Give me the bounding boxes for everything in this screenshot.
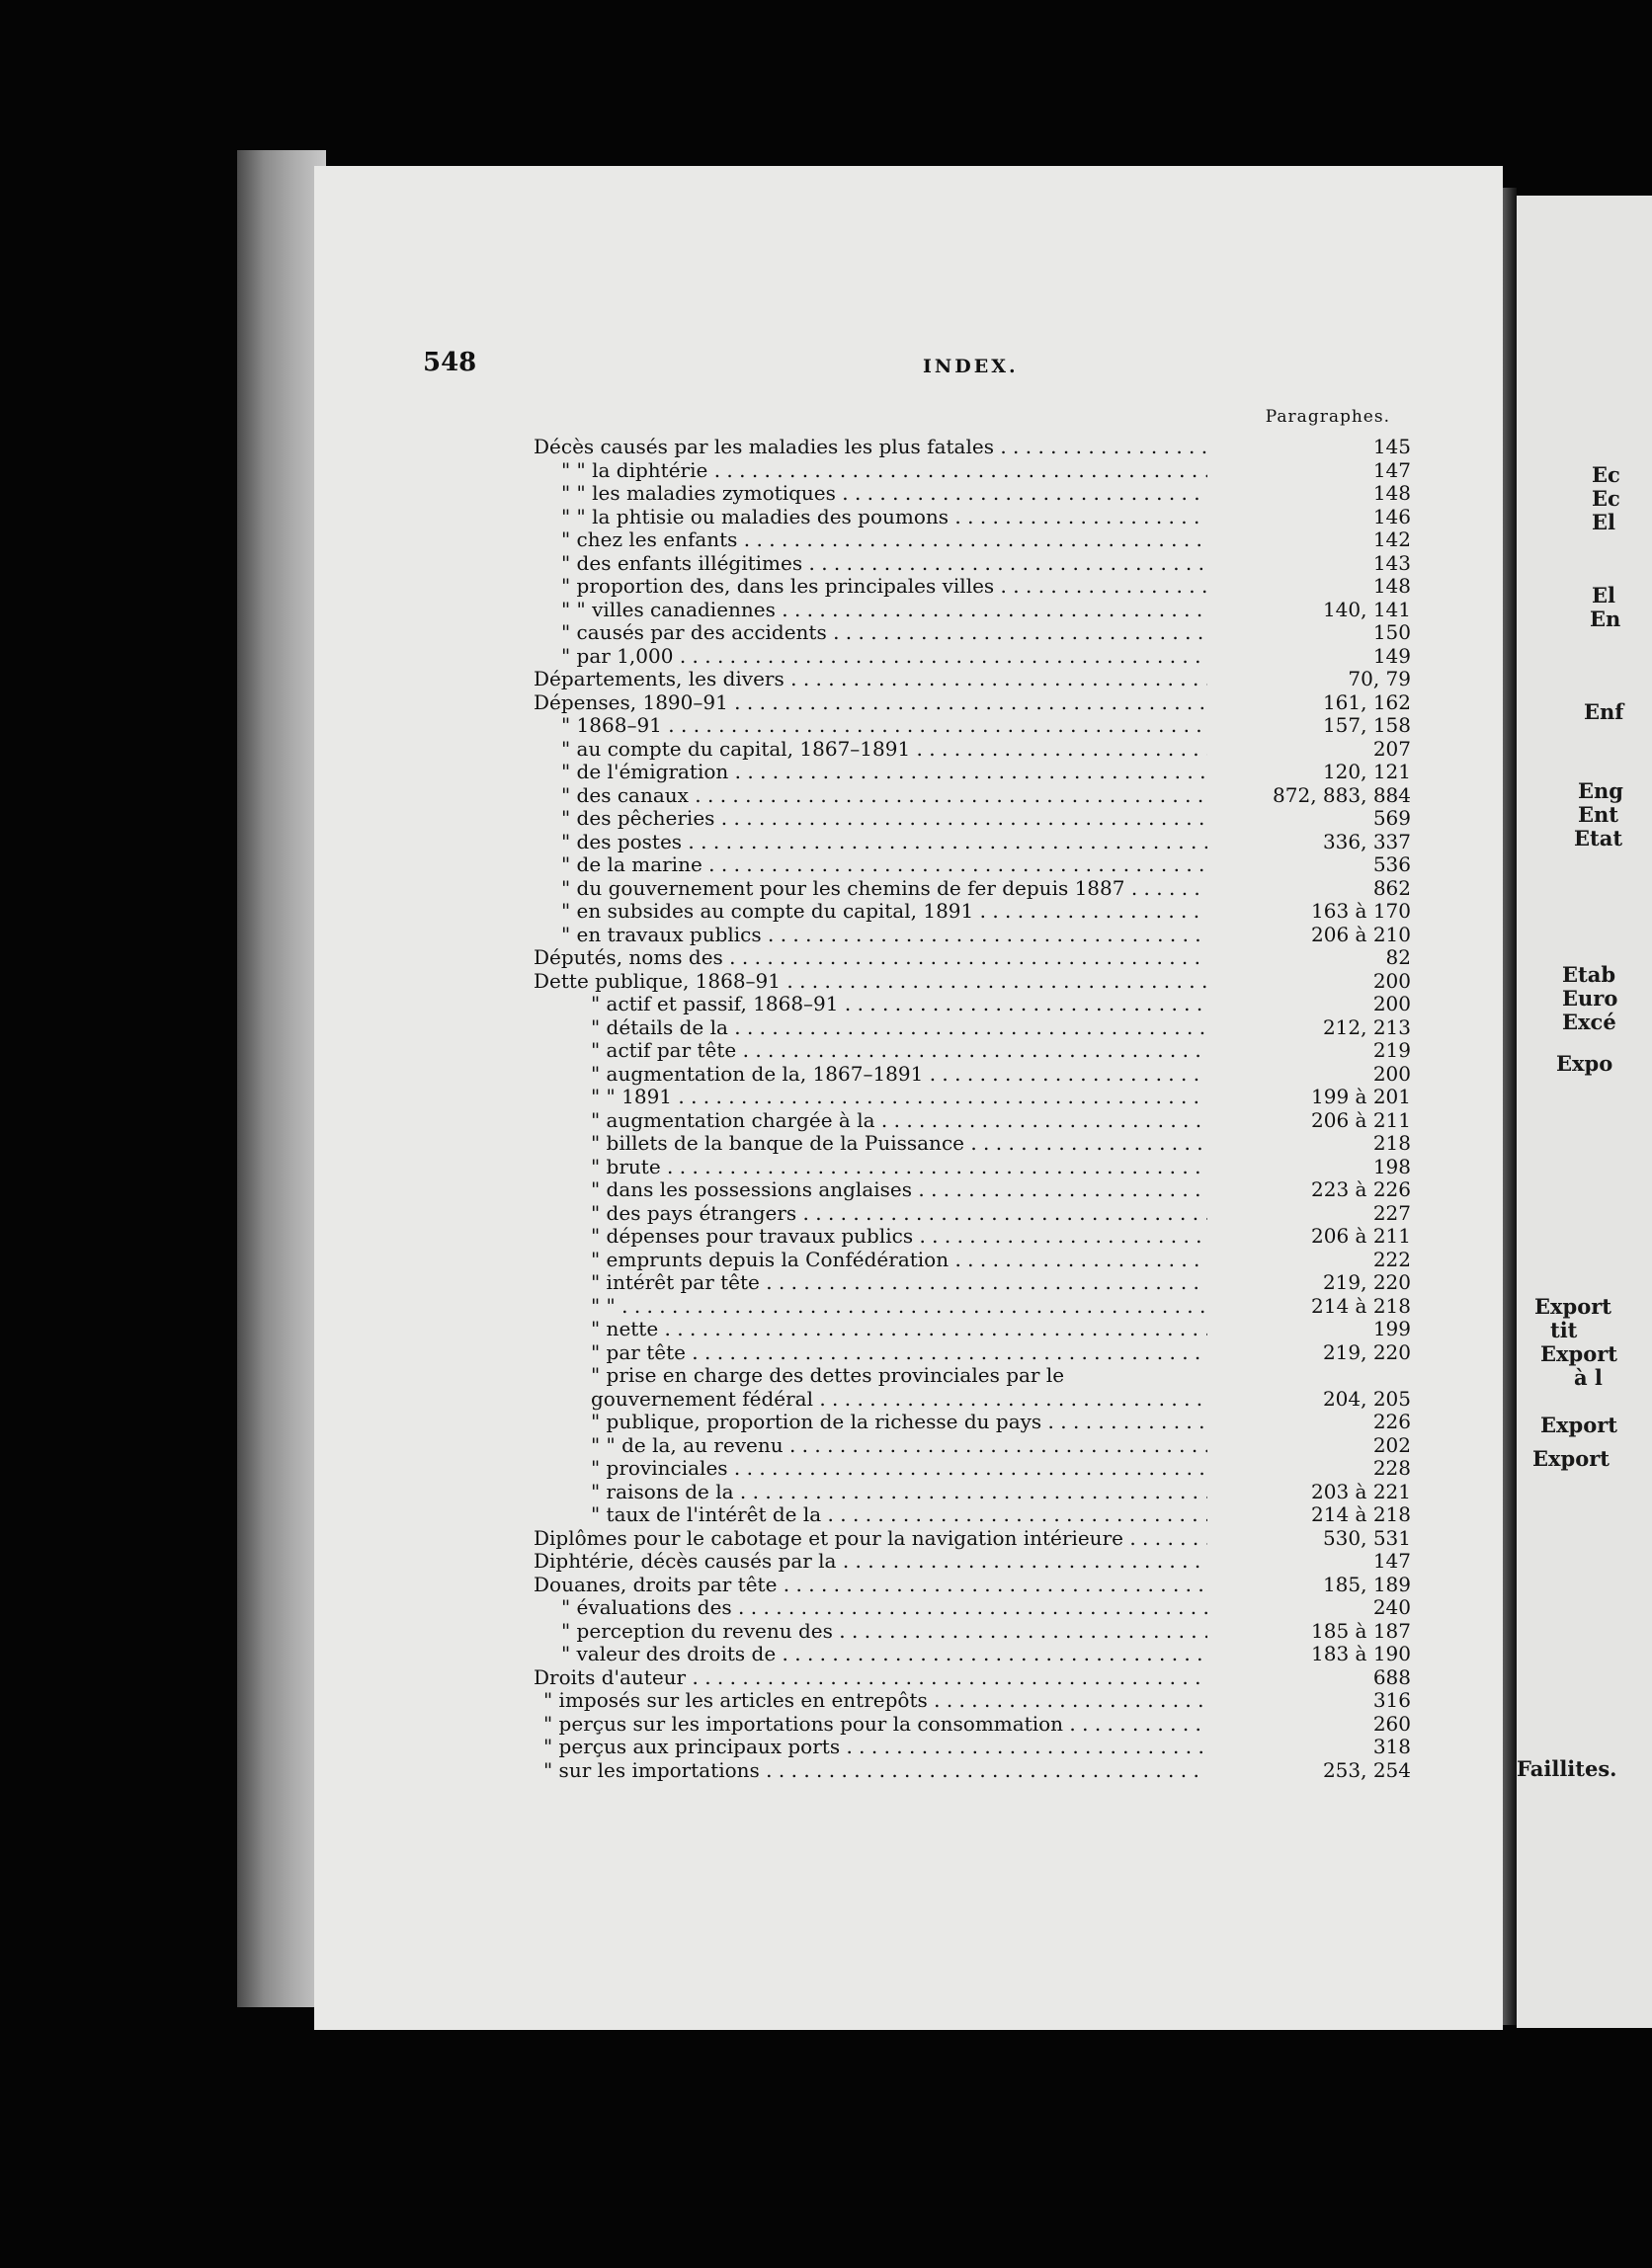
entry-label-clip [314, 1201, 1207, 1225]
book-gutter [1503, 188, 1517, 2025]
entry-label: Douanes, droits par tête . . . [534, 1573, 1207, 1596]
facing-page-fragment: Ent [1578, 802, 1618, 827]
entry-paragraph-ref: 207 [1372, 736, 1411, 761]
entry-label-clip [314, 1573, 1207, 1596]
index-entry [314, 1248, 1411, 1271]
entry-label: " actif et passif, 1868–91 . . . [591, 992, 1207, 1015]
entry-label: gouvernement fédéral . . . [591, 1387, 1207, 1411]
entry-paragraph-ref: 161, 162 [1322, 689, 1411, 714]
entry-paragraph-ref: 148 [1372, 481, 1411, 505]
entry-label-clip [314, 876, 1207, 900]
entry-label: " par tête . . . [591, 1340, 1207, 1364]
entry-paragraph-ref: 143 [1372, 550, 1411, 575]
entry-label-clip [314, 899, 1207, 923]
column-header: Paragraphes. [1265, 407, 1390, 427]
entry-paragraph-ref: 157, 158 [1322, 713, 1411, 737]
entry-paragraph-ref: 206 à 211 [1311, 1224, 1411, 1248]
entry-label-clip [314, 1155, 1207, 1178]
facing-page-fragment: Eng [1578, 778, 1623, 803]
entry-paragraph-ref: 82 [1385, 945, 1411, 969]
entry-label-clip [314, 435, 1207, 458]
index-entry [314, 1665, 1411, 1689]
index-entry [314, 923, 1411, 946]
index-entry [314, 644, 1411, 668]
index-entry [314, 1062, 1411, 1086]
entry-label: Droits d'auteur . . . [534, 1665, 1207, 1689]
index-entry [314, 1595, 1411, 1619]
index-entry [314, 1410, 1411, 1433]
entry-paragraph-ref: 200 [1372, 968, 1411, 993]
entry-paragraph-ref: 569 [1372, 806, 1411, 830]
index-entry [314, 1502, 1411, 1526]
entry-paragraph-ref: 206 à 210 [1311, 922, 1411, 946]
entry-paragraph-ref: 147 [1372, 457, 1411, 482]
entry-label: " par 1,000 . . . [561, 644, 1207, 668]
facing-page-fragment: Expo [1556, 1051, 1613, 1076]
index-entry [314, 527, 1411, 551]
index-entry [314, 1712, 1411, 1736]
index-entry [314, 1085, 1411, 1108]
index-entry [314, 1758, 1411, 1782]
index-entry [314, 1201, 1411, 1225]
index-entry [314, 806, 1411, 830]
entry-label: " sur les importations . . . [543, 1758, 1207, 1782]
page-title: INDEX. [923, 356, 1019, 377]
entry-label: " perçus aux principaux ports . . . [543, 1735, 1207, 1758]
entry-label-clip [314, 1085, 1207, 1108]
entry-label-clip [314, 1526, 1207, 1550]
entry-label-clip [314, 690, 1207, 714]
entry-label-clip [314, 1317, 1207, 1340]
entry-paragraph-ref: 200 [1372, 992, 1411, 1015]
entry-paragraph-ref: 149 [1372, 643, 1411, 668]
index-entry [314, 992, 1411, 1015]
entry-label-clip [314, 1456, 1207, 1480]
index-entry [314, 969, 1411, 993]
entry-label: " en travaux publics . . . [561, 923, 1207, 946]
entry-label: " évaluations des . . . [561, 1595, 1207, 1619]
entry-label: " des postes . . . [561, 830, 1207, 853]
entry-label: " des pêcheries . . . [561, 806, 1207, 830]
entry-label: Dette publique, 1868–91 . . . [534, 969, 1207, 993]
entry-paragraph-ref: 536 [1372, 852, 1411, 876]
entry-label: " " . . . [591, 1294, 1207, 1318]
entry-label: " valeur des droits de . . . [561, 1642, 1207, 1665]
entry-paragraph-ref: 260 [1372, 1711, 1411, 1736]
entry-paragraph-ref: 530, 531 [1322, 1525, 1411, 1550]
entry-paragraph-ref: 183 à 190 [1311, 1642, 1411, 1665]
entry-label: " brute . . . [591, 1155, 1207, 1178]
entry-label: " 1868–91 . . . [561, 713, 1207, 737]
entry-paragraph-ref: 150 [1372, 620, 1411, 644]
facing-page-fragment: Excé [1562, 1010, 1616, 1034]
entry-paragraph-ref: 120, 121 [1322, 760, 1411, 783]
entry-label-clip [314, 1549, 1207, 1573]
entry-paragraph-ref: 240 [1372, 1595, 1411, 1619]
entry-label-clip [314, 1177, 1207, 1201]
index-entry [314, 435, 1411, 458]
entry-paragraph-ref: 214 à 218 [1311, 1293, 1411, 1318]
index-entry [314, 1480, 1411, 1503]
entry-label: " chez les enfants . . . [561, 527, 1207, 551]
facing-page-fragment: à l [1574, 1365, 1603, 1390]
entry-label-clip [314, 1038, 1207, 1062]
index-entry [314, 551, 1411, 575]
entry-label: " actif par tête . . . [591, 1038, 1207, 1062]
entry-label-clip [314, 760, 1207, 783]
index-entry [314, 1015, 1411, 1039]
entry-paragraph-ref: 212, 213 [1322, 1014, 1411, 1039]
entry-paragraph-ref: 862 [1372, 875, 1411, 900]
entry-paragraph-ref: 185, 189 [1322, 1572, 1411, 1596]
entry-paragraph-ref: 145 [1372, 435, 1411, 458]
entry-label-clip [314, 1248, 1207, 1271]
index-entry [314, 1688, 1411, 1712]
entry-paragraph-ref: 227 [1372, 1200, 1411, 1225]
facing-page-fragment: Export [1534, 1294, 1611, 1319]
entry-paragraph-ref: 198 [1372, 1154, 1411, 1178]
entry-label-clip [314, 852, 1207, 876]
index-entry [314, 1456, 1411, 1480]
entry-label-clip [314, 783, 1207, 807]
entry-label: Dépenses, 1890–91 . . . [534, 690, 1207, 714]
index-entry [314, 783, 1411, 807]
index-entry [314, 505, 1411, 528]
index-entry [314, 458, 1411, 482]
entry-label-clip [314, 1502, 1207, 1526]
entry-label-clip [314, 551, 1207, 575]
entry-paragraph-ref: 226 [1372, 1410, 1411, 1433]
entry-label-clip [314, 1735, 1207, 1758]
entry-label-clip [314, 1410, 1207, 1433]
entry-paragraph-ref: 204, 205 [1322, 1386, 1411, 1411]
index-entry [314, 760, 1411, 783]
entry-label-clip [314, 1387, 1207, 1411]
entry-paragraph-ref: 219 [1372, 1038, 1411, 1062]
entry-paragraph-ref: 147 [1372, 1549, 1411, 1573]
index-entry [314, 667, 1411, 690]
entry-label-clip [314, 1363, 1207, 1387]
entry-label: " de la marine . . . [561, 852, 1207, 876]
entry-paragraph-ref: 199 [1372, 1317, 1411, 1340]
entry-label-clip [314, 969, 1207, 993]
entry-label: " augmentation de la, 1867–1891 . . . [591, 1062, 1207, 1086]
index-entry [314, 1642, 1411, 1665]
index-entry [314, 830, 1411, 853]
entry-label-clip [314, 1688, 1207, 1712]
facing-page-fragment: Export [1532, 1446, 1610, 1471]
facing-page-fragment: Export [1540, 1341, 1617, 1366]
entry-label-clip [314, 713, 1207, 737]
entry-label: " billets de la banque de la Puissance . . . [591, 1131, 1207, 1155]
index-entry [314, 1549, 1411, 1573]
entry-label-clip [314, 1595, 1207, 1619]
entry-label: " " la phtisie ou maladies des poumons . . . [561, 505, 1207, 528]
entry-paragraph-ref: 202 [1372, 1432, 1411, 1457]
entry-label-clip [314, 1340, 1207, 1364]
index-entry [314, 598, 1411, 621]
facing-page-fragment: Ec [1592, 486, 1620, 511]
entry-paragraph-ref: 218 [1372, 1131, 1411, 1155]
entry-label: " du gouvernement pour les chemins de fer depuis 1887 . . . [561, 876, 1207, 900]
entry-label-clip [314, 527, 1207, 551]
entry-paragraph-ref: 142 [1372, 527, 1411, 551]
index-entry [314, 713, 1411, 737]
index-entry [314, 737, 1411, 761]
index-entry [314, 574, 1411, 598]
facing-page-fragment: Ec [1592, 462, 1620, 487]
index-entry [314, 620, 1411, 644]
entry-label: " " villes canadiennes . . . [561, 598, 1207, 621]
facing-page-fragment: Enf [1584, 699, 1624, 724]
entry-label: Diphtérie, décès causés par la . . . [534, 1549, 1207, 1573]
entry-label: " au compte du capital, 1867–1891 . . . [561, 737, 1207, 761]
entry-label: " augmentation chargée à la . . . [591, 1108, 1207, 1132]
index-entry [314, 1735, 1411, 1758]
entry-label: " provinciales . . . [591, 1456, 1207, 1480]
entry-label: " causés par des accidents . . . [561, 620, 1207, 644]
entry-label: " raisons de la . . . [591, 1480, 1207, 1503]
entry-label-clip [314, 1270, 1207, 1294]
entry-label: " emprunts depuis la Confédération . . . [591, 1248, 1207, 1271]
entry-paragraph-ref: 199 à 201 [1311, 1085, 1411, 1108]
index-entry [314, 945, 1411, 969]
entry-label: " perception du revenu des . . . [561, 1619, 1207, 1643]
entry-label-clip [314, 806, 1207, 830]
index-entry [314, 852, 1411, 876]
entry-label: " " les maladies zymotiques . . . [561, 481, 1207, 505]
entry-label: Députés, noms des . . . [534, 945, 1207, 969]
entry-paragraph-ref: 318 [1372, 1735, 1411, 1758]
index-entry [314, 1270, 1411, 1294]
index-entry [314, 1340, 1411, 1364]
entry-label-clip [314, 1224, 1207, 1248]
facing-page-fragment: El [1592, 583, 1615, 608]
entry-label-clip [314, 667, 1207, 690]
entry-paragraph-ref: 200 [1372, 1061, 1411, 1086]
entry-paragraph-ref: 146 [1372, 504, 1411, 528]
entry-label-clip [314, 945, 1207, 969]
entry-label: " intérêt par tête . . . [591, 1270, 1207, 1294]
facing-page-fragment: Etat [1574, 826, 1623, 850]
index-entry [314, 1131, 1411, 1155]
entry-label: " perçus sur les importations pour la consommation . . . [543, 1712, 1207, 1736]
entry-label: " prise en charge des dettes provinciales par le [591, 1363, 1065, 1387]
facing-page-fragment: En [1590, 607, 1621, 631]
entry-label: " détails de la . . . [591, 1015, 1207, 1039]
index-entry [314, 899, 1411, 923]
entry-paragraph-ref: 228 [1372, 1456, 1411, 1480]
entry-label-clip [314, 923, 1207, 946]
entry-label: " dans les possessions anglaises . . . [591, 1177, 1207, 1201]
entry-label-clip [314, 1642, 1207, 1665]
facing-page [1517, 196, 1652, 2028]
entry-label-clip [314, 574, 1207, 598]
entry-label-clip [314, 737, 1207, 761]
index-entry [314, 1363, 1411, 1387]
entry-label-clip [314, 1433, 1207, 1457]
index-entry [314, 1526, 1411, 1550]
entry-paragraph-ref: 223 à 226 [1311, 1177, 1411, 1201]
entry-label-clip [314, 598, 1207, 621]
entry-paragraph-ref: 316 [1372, 1688, 1411, 1712]
entry-paragraph-ref: 253, 254 [1322, 1757, 1411, 1782]
index-entry [314, 1224, 1411, 1248]
entry-paragraph-ref: 219, 220 [1322, 1270, 1411, 1294]
book-page [314, 166, 1503, 2030]
entry-paragraph-ref: 203 à 221 [1311, 1479, 1411, 1503]
entry-label: " nette . . . [591, 1317, 1207, 1340]
entry-label: " " de la, au revenu . . . [591, 1433, 1207, 1457]
entry-label: " " 1891 . . . [591, 1085, 1207, 1108]
entry-paragraph-ref: 148 [1372, 574, 1411, 598]
index-entry [314, 1177, 1411, 1201]
entry-label-clip [314, 620, 1207, 644]
index-entry [314, 1294, 1411, 1318]
entry-label: Départements, les divers . . . [534, 667, 1207, 690]
index-entry [314, 1387, 1411, 1411]
index-entry [314, 1038, 1411, 1062]
entry-label-clip [314, 505, 1207, 528]
facing-page-fragment: El [1592, 510, 1615, 534]
entry-label: Diplômes pour le cabotage et pour la navigation intérieure . . . [534, 1526, 1207, 1550]
entry-label-clip [314, 1131, 1207, 1155]
page-number: 548 [423, 348, 477, 377]
index-entry [314, 481, 1411, 505]
entry-label: " dépenses pour travaux publics . . . [591, 1224, 1207, 1248]
page-edge [237, 150, 326, 2007]
entry-label-clip [314, 1712, 1207, 1736]
entry-paragraph-ref: 222 [1372, 1247, 1411, 1271]
facing-page-fragment: tit [1550, 1318, 1578, 1342]
entry-label-clip [314, 1294, 1207, 1318]
entry-paragraph-ref: 70, 79 [1348, 667, 1411, 690]
entry-label: " taux de l'intérêt de la . . . [591, 1502, 1207, 1526]
index-entry [314, 1433, 1411, 1457]
index-entry [314, 1573, 1411, 1596]
entry-label: " en subsides au compte du capital, 1891 . . . [561, 899, 1207, 923]
entry-paragraph-ref: 163 à 170 [1311, 899, 1411, 923]
entry-paragraph-ref: 219, 220 [1322, 1339, 1411, 1364]
entry-label-clip [314, 1480, 1207, 1503]
facing-page-fragment: Euro [1562, 986, 1618, 1011]
entry-label: " proportion des, dans les principales villes . . . [561, 574, 1207, 598]
entry-label-clip [314, 1062, 1207, 1086]
index-entry [314, 1108, 1411, 1132]
facing-page-fragment: Export [1540, 1413, 1617, 1437]
entry-label: " imposés sur les articles en entrepôts . . . [543, 1688, 1207, 1712]
entry-label-clip [314, 830, 1207, 853]
entry-paragraph-ref: 214 à 218 [1311, 1502, 1411, 1526]
entry-paragraph-ref: 872, 883, 884 [1273, 782, 1411, 807]
entry-label: " de l'émigration . . . [561, 760, 1207, 783]
entry-label: " des enfants illégitimes . . . [561, 551, 1207, 575]
entry-label-clip [314, 1758, 1207, 1782]
entry-label: " publique, proportion de la richesse du pays . . . [591, 1410, 1207, 1433]
entry-label: " des pays étrangers . . . [591, 1201, 1207, 1225]
index-entry [314, 876, 1411, 900]
entry-label-clip [314, 458, 1207, 482]
entry-label: " des canaux . . . [561, 783, 1207, 807]
index-entry [314, 1317, 1411, 1340]
facing-page-fragment: Etab [1562, 962, 1615, 987]
entry-label: " " la diphtérie . . . [561, 458, 1207, 482]
entry-label-clip [314, 1619, 1207, 1643]
entry-label-clip [314, 481, 1207, 505]
entry-paragraph-ref: 185 à 187 [1311, 1618, 1411, 1643]
entry-label-clip [314, 644, 1207, 668]
entry-paragraph-ref: 688 [1372, 1664, 1411, 1689]
facing-page-fragment: Faillites. [1517, 1756, 1617, 1781]
entry-label-clip [314, 992, 1207, 1015]
entry-paragraph-ref: 336, 337 [1322, 829, 1411, 853]
entry-label-clip [314, 1108, 1207, 1132]
entry-paragraph-ref: 206 à 211 [1311, 1107, 1411, 1132]
index-entry [314, 1155, 1411, 1178]
index-entry [314, 1619, 1411, 1643]
entry-paragraph-ref: 140, 141 [1322, 597, 1411, 621]
entry-label: Décès causés par les maladies les plus fatales . . . [534, 435, 1207, 458]
entry-label-clip [314, 1665, 1207, 1689]
entry-label-clip [314, 1015, 1207, 1039]
index-entry [314, 690, 1411, 714]
